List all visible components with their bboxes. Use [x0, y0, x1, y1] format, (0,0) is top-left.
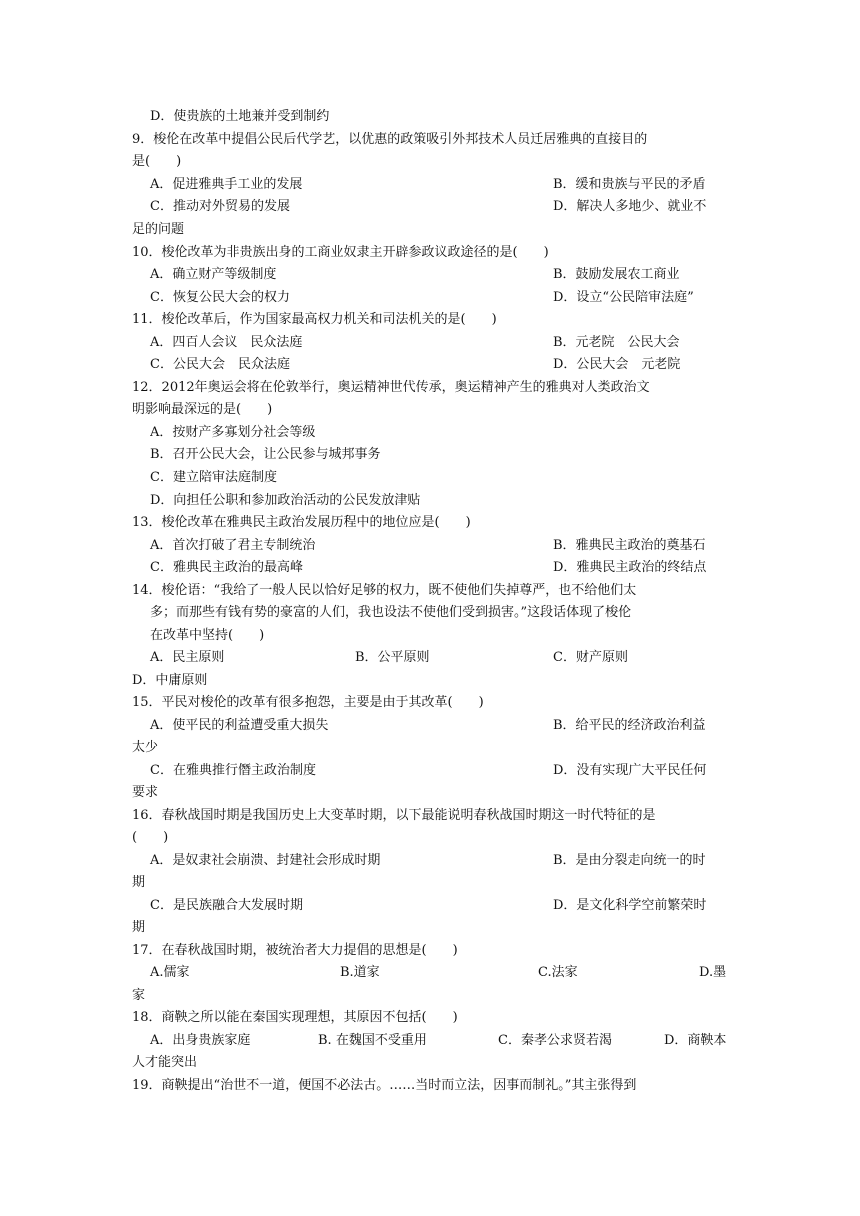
q14-option-a: A．民主原则	[150, 650, 225, 665]
q10-option-a: A．确立财产等级制度	[150, 267, 277, 282]
q11-option-a: A．四百人会议 民众法庭	[150, 335, 303, 350]
q15-option-d: D．没有实现广大平民任何	[553, 763, 707, 778]
q17-option-a: A.儒家	[150, 965, 190, 980]
q18-stem: 18．商鞅之所以能在秦国实现理想，其原因不包括( )	[132, 1010, 458, 1025]
q13-option-a: A．首次打破了君主专制统治	[150, 538, 316, 553]
q9-option-d: D．解决人多地少、就业不	[553, 199, 707, 214]
q8-option-d: D．使贵族的土地兼并受到制约	[150, 109, 330, 124]
q18-option-c: C．秦孝公求贤若渴	[498, 1033, 612, 1048]
q15-stem: 15．平民对梭伦的改革有很多抱怨，主要是由于其改革( )	[132, 695, 484, 710]
q15-option-c: C．在雅典推行僭主政治制度	[150, 763, 316, 778]
q15-option-d: 要求	[132, 785, 159, 800]
q12-option-a: A．按财产多寡划分社会等级	[150, 425, 316, 440]
q11-option-b: B．元老院 公民大会	[553, 335, 680, 350]
q18-option-a: A．出身贵族家庭	[150, 1033, 251, 1048]
q9-option-d: 足的问题	[132, 222, 185, 237]
q13-stem: 13．梭伦改革在雅典民主政治发展历程中的地位应是( )	[132, 515, 471, 530]
q17-option-d: D.墨	[699, 965, 727, 980]
q17-option-d: 家	[132, 988, 146, 1003]
q16-option-d: D．是文化科学空前繁荣时	[553, 898, 707, 913]
q15-option-b: 太少	[132, 740, 159, 755]
q10-option-b: B．鼓励发展农工商业	[553, 267, 680, 282]
q9-option-a: A．促进雅典手工业的发展	[150, 177, 303, 192]
q14-stem: 在改革中坚持( )	[150, 628, 265, 643]
q12-option-b: B．召开公民大会，让公民参与城邦事务	[150, 447, 381, 462]
q16-option-d: 期	[132, 920, 146, 935]
q14-option-c: C．财产原则	[553, 650, 628, 665]
q9-stem: 9．梭伦在改革中提倡公民后代学艺，以优惠的政策吸引外邦技术人员迁居雅典的直接目的	[132, 132, 648, 147]
q9-option-b: B．缓和贵族与平民的矛盾	[553, 177, 706, 192]
q19-stem: 19．商鞅提出“治世不一道，便国不必法古。……当时而立法，因事而制礼。”其主张得到	[132, 1078, 637, 1093]
q15-option-a: A．使平民的利益遭受重大损失	[150, 718, 329, 733]
q17-option-b: B.道家	[340, 965, 380, 980]
q18-option-b: B. 在魏国不受重用	[318, 1033, 427, 1048]
q9-stem: 是( )	[132, 154, 182, 169]
q12-option-c: C．建立陪审法庭制度	[150, 470, 277, 485]
q11-option-c: C．公民大会 民众法庭	[150, 357, 290, 372]
q16-stem: ( )	[132, 830, 169, 845]
q14-option-d: D．中庸原则	[132, 673, 208, 688]
q11-option-d: D．公民大会 元老院	[553, 357, 681, 372]
q16-stem: 16．春秋战国时期是我国历史上大变革时期，以下最能说明春秋战国时期这一时代特征的是	[132, 808, 656, 823]
q14-stem: 多；而那些有钱有势的豪富的人们，我也设法不使他们受到损害。”这段话体现了梭伦	[150, 605, 632, 620]
q12-stem: 明影响最深远的是( )	[132, 402, 273, 417]
q14-stem: 14．梭伦语：“我给了一般人民以恰好足够的权力，既不使他们失掉尊严，也不给他们太	[132, 583, 637, 598]
q10-stem: 10．梭伦改革为非贵族出身的工商业奴隶主开辟参政议政途径的是( )	[132, 245, 549, 260]
q15-option-b: B．给平民的经济政治利益	[553, 718, 706, 733]
q18-option-d: D．商鞅本	[664, 1033, 727, 1048]
q17-stem: 17．在春秋战国时期，被统治者大力提倡的思想是( )	[132, 943, 458, 958]
q10-option-c: C．恢复公民大会的权力	[150, 290, 290, 305]
q11-stem: 11．梭伦改革后，作为国家最高权力机关和司法机关的是( )	[132, 312, 497, 327]
q16-option-c: C．是民族融合大发展时期	[150, 898, 303, 913]
q16-option-a: A．是奴隶社会崩溃、封建社会形成时期	[150, 853, 381, 868]
q17-option-c: C.法家	[538, 965, 578, 980]
q16-option-b: B．是由分裂走向统一的时	[553, 853, 706, 868]
q13-option-d: D．雅典民主政治的终结点	[553, 560, 707, 575]
q9-option-c: C．推动对外贸易的发展	[150, 199, 290, 214]
q12-stem: 12．2012年奥运会将在伦敦举行，奥运精神世代传承，奥运精神产生的雅典对人类政治文	[132, 380, 650, 395]
q12-option-d: D．向担任公职和参加政治活动的公民发放津贴	[150, 493, 421, 508]
q18-option-d: 人才能突出	[132, 1055, 198, 1070]
q13-option-b: B．雅典民主政治的奠基石	[553, 538, 706, 553]
q13-option-c: C．雅典民主政治的最高峰	[150, 560, 303, 575]
q16-option-b: 期	[132, 875, 146, 890]
q14-option-b: B．公平原则	[355, 650, 430, 665]
q10-option-d: D．设立“公民陪审法庭”	[553, 290, 694, 305]
